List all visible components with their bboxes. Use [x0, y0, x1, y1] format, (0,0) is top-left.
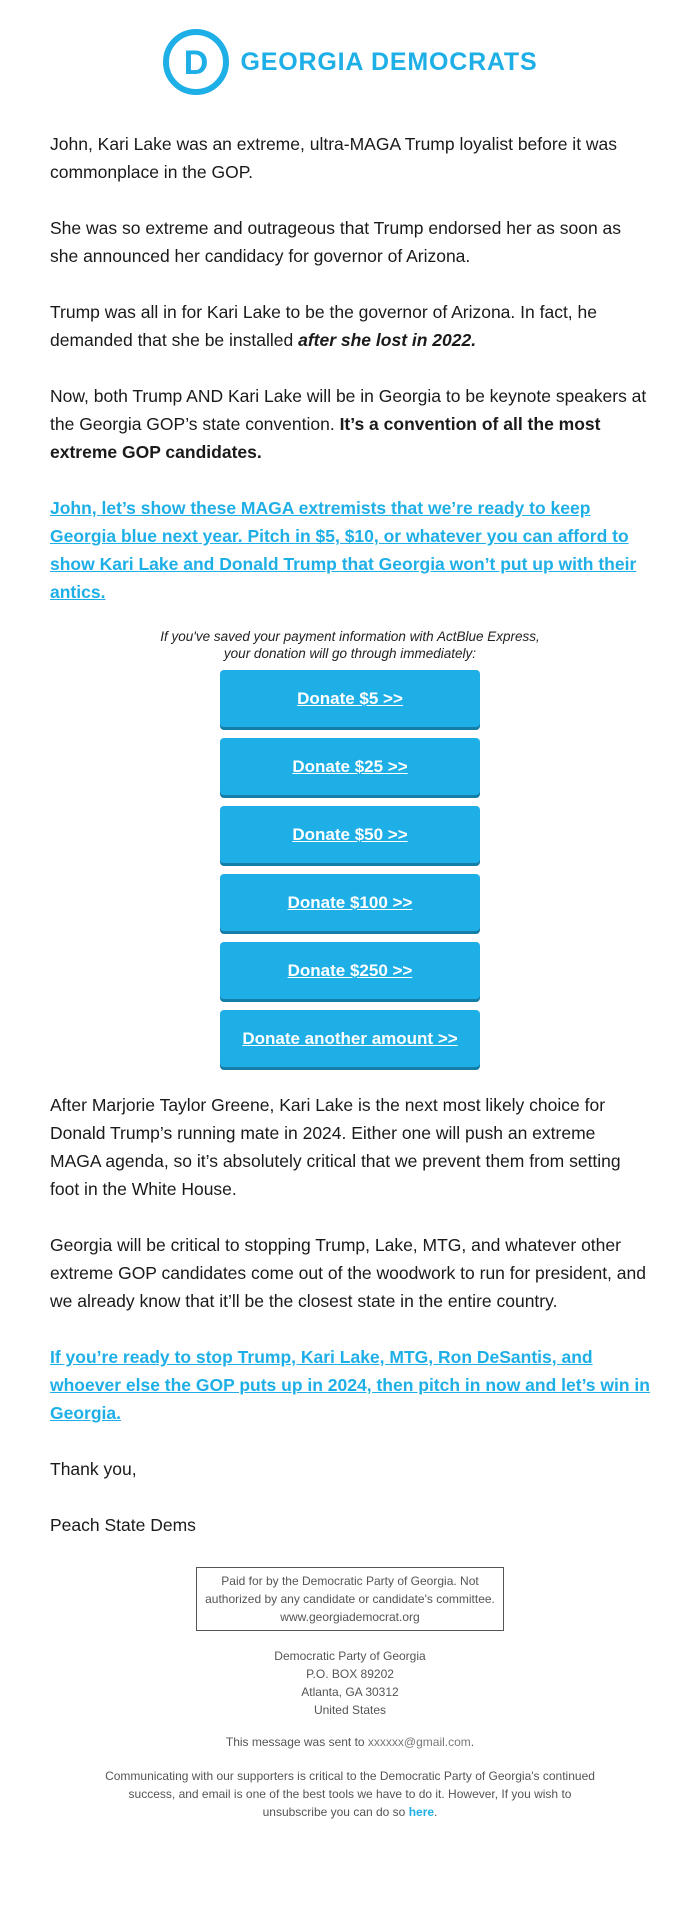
donate-250-button[interactable]: Donate $250 >>: [220, 942, 480, 999]
paragraph-2: She was so extreme and outrageous that Trump endorsed her as soon as she announced her candidacy for governor of Arizona.: [50, 218, 622, 266]
donate-other-amount-button[interactable]: Donate another amount >>: [220, 1010, 480, 1067]
sent-to-notice: [0, 1733, 700, 1751]
paragraph-1: John, Kari Lake was an extreme, ultra-MAGA Trump loyalist before it was commonplace in the GOP.: [50, 134, 618, 182]
donate-100-button[interactable]: Donate $100 >>: [220, 874, 480, 931]
unsubscribe-link[interactable]: here: [408, 1805, 435, 1819]
donate-5-button[interactable]: Donate $5 >>: [220, 670, 480, 727]
paragraph-4: [50, 382, 650, 466]
address-line: United States: [313, 1703, 387, 1717]
donate-buttons: [50, 670, 650, 1067]
donate-link-1[interactable]: John, let’s show these MAGA extremists that we’re ready to keep Georgia blue next year. Pitch in $5, $10, or whatever you can afford to show Kari Lake and Donald Trump that Georgia won’t put up with their antics.: [50, 498, 637, 602]
paragraph-3: [50, 298, 650, 354]
unsubscribe-text: Communicating with our supporters is critical to the Democratic Party of Georgia's continued success, and email is one of the best tools we have to do it. However, If you wish to unsubscribe you can do so: [105, 1769, 595, 1819]
address-line: P.O. BOX 89202: [306, 1667, 394, 1681]
signature: Peach State Dems: [50, 1515, 196, 1535]
sign-off: Thank you,: [50, 1459, 137, 1479]
logo-text: GEORGIA DEMOCRATS: [240, 47, 538, 76]
paragraph-5: After Marjorie Taylor Greene, Kari Lake is the next most likely choice for Donald Trump’s running mate in 2024. Either one will push an extreme MAGA agenda, so it’s absolutely critical that we prevent them from setting foot in the White House.: [50, 1095, 621, 1199]
email-body: [0, 130, 700, 1539]
democrat-d-logo-icon: [163, 29, 229, 95]
email-footer: [0, 1567, 700, 1821]
paragraph-4-bold: It’s a convention of all the most extreme GOP candidates.: [50, 414, 601, 462]
paragraph-4-text: Now, both Trump AND Kari Lake will be in Georgia to be keynote speakers at the Georgia GOP’s state convention.: [50, 386, 647, 434]
donate-25-button[interactable]: Donate $25 >>: [220, 738, 480, 795]
actblue-note-line-2: your donation will go through immediately:: [223, 646, 477, 661]
sent-prefix: This message was sent to: [225, 1735, 368, 1749]
paid-for-disclaimer: Paid for by the Democratic Party of Georgia. Not authorized by any candidate or candidate's committee. www.georgiademocrat.org: [196, 1567, 504, 1631]
actblue-note-line-1: If you've saved your payment information with ActBlue Express,: [160, 629, 540, 644]
recipient-email: xxxxxx@gmail.com: [367, 1735, 471, 1749]
donate-50-button[interactable]: Donate $50 >>: [220, 806, 480, 863]
donate-link-paragraph: [50, 494, 650, 606]
logo-letter: D: [183, 44, 208, 82]
unsubscribe-notice: [100, 1767, 600, 1821]
address-line: Atlanta, GA 30312: [301, 1685, 399, 1699]
georgia-democrats-logo[interactable]: [163, 29, 538, 95]
paragraph-3-emphasis: after she lost in 2022.: [298, 330, 477, 350]
unsubscribe-end: .: [434, 1805, 438, 1819]
donate-link-paragraph-2: [50, 1343, 650, 1427]
sent-suffix: .: [470, 1735, 475, 1749]
paragraph-6: Georgia will be critical to stopping Trump, Lake, MTG, and whatever other extreme GOP candidates come out of the woodwork to run for president, and we already know that it’ll be the closest state in the entire country.: [50, 1235, 646, 1311]
address-line: Democratic Party of Georgia: [274, 1649, 426, 1663]
donate-link-2[interactable]: If you’re ready to stop Trump, Kari Lake, MTG, Ron DeSantis, and whoever else the GOP puts up in 2024, then pitch in now and let’s win in Georgia.: [50, 1347, 650, 1423]
actblue-note: [50, 628, 650, 662]
paragraph-3-text: Trump was all in for Kari Lake to be the governor of Arizona. In fact, he demanded that she be installed: [50, 302, 597, 350]
email-header: [0, 0, 700, 130]
mailing-address: [0, 1647, 700, 1719]
